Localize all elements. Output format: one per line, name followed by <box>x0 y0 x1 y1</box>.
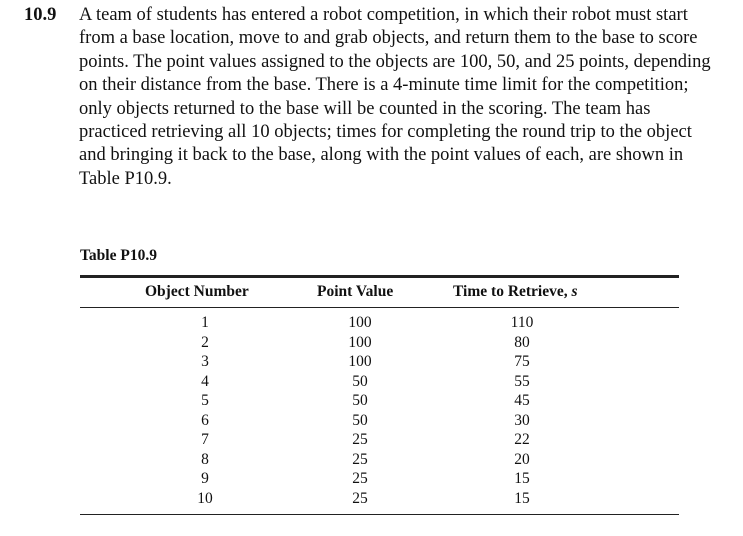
table-cell-object-number: 4 <box>201 372 209 390</box>
header-time-unit: s <box>571 283 578 300</box>
table-cell-time: 110 <box>510 314 534 331</box>
table-cell-time: 75 <box>514 353 530 370</box>
table-bottom-rule <box>80 514 679 515</box>
table-cell-time: 22 <box>514 431 530 448</box>
table-cell-point-value: 100 <box>348 314 372 331</box>
table-cell-time: 45 <box>514 392 530 409</box>
table-cell-object-number: 1 <box>201 314 209 331</box>
table-cell-object-number: 10 <box>197 489 213 507</box>
table-top-rule <box>80 275 679 278</box>
table-cell-point-value: 50 <box>352 392 368 409</box>
table-cell-point-value: 25 <box>352 489 368 507</box>
header-time-to-retrieve <box>453 283 578 301</box>
table-cell-object-number: 9 <box>201 470 209 487</box>
table-cell-object-number: 5 <box>201 392 209 409</box>
table-header-rule <box>80 307 679 308</box>
table-cell-object-number: 7 <box>201 431 209 448</box>
table-cell-time: 20 <box>514 450 530 468</box>
table-caption: Table P10.9 <box>80 247 157 264</box>
table-cell-point-value: 25 <box>352 431 368 448</box>
header-time-label: Time to Retrieve, <box>453 283 572 300</box>
column-object-number <box>175 313 235 508</box>
table-cell-point-value: 25 <box>352 450 368 468</box>
column-time-to-retrieve <box>492 313 552 508</box>
table-cell-object-number: 8 <box>201 450 209 468</box>
table-cell-point-value: 50 <box>352 411 368 429</box>
table-cell-point-value: 100 <box>348 353 372 370</box>
table-cell-time: 55 <box>514 372 530 390</box>
problem-text: A team of students has entered a robot competition, in which their robot must start from a base location, move to and grab objects, and return them to the base to score points. The point values assigned to the objects are 100, 50, and 25 points, depending on their distance from the base. There is a 4-minute time limit for the competition; only objects returned to the base will be counted in the scoring. The team has practiced retrieving all 10 objects; times for completing the round trip to the object and bringing it back to the base, along with the point values of each, are shown in Table P10.9. <box>79 5 711 189</box>
table-cell-time: 15 <box>514 470 530 487</box>
table-cell-object-number: 2 <box>201 333 209 351</box>
header-object-number: Object Number <box>145 283 249 300</box>
table-cell-object-number: 3 <box>201 353 209 370</box>
table-cell-point-value: 100 <box>348 333 372 351</box>
table-cell-time: 30 <box>514 411 530 429</box>
column-point-value <box>330 313 390 508</box>
table-cell-time: 80 <box>514 333 530 351</box>
header-point-value: Point Value <box>317 283 394 300</box>
table-cell-point-value: 50 <box>352 372 368 390</box>
problem-number: 10.9 <box>24 5 57 25</box>
table-cell-point-value: 25 <box>352 470 368 487</box>
table-cell-object-number: 6 <box>201 411 209 429</box>
table-cell-time: 15 <box>514 489 530 507</box>
